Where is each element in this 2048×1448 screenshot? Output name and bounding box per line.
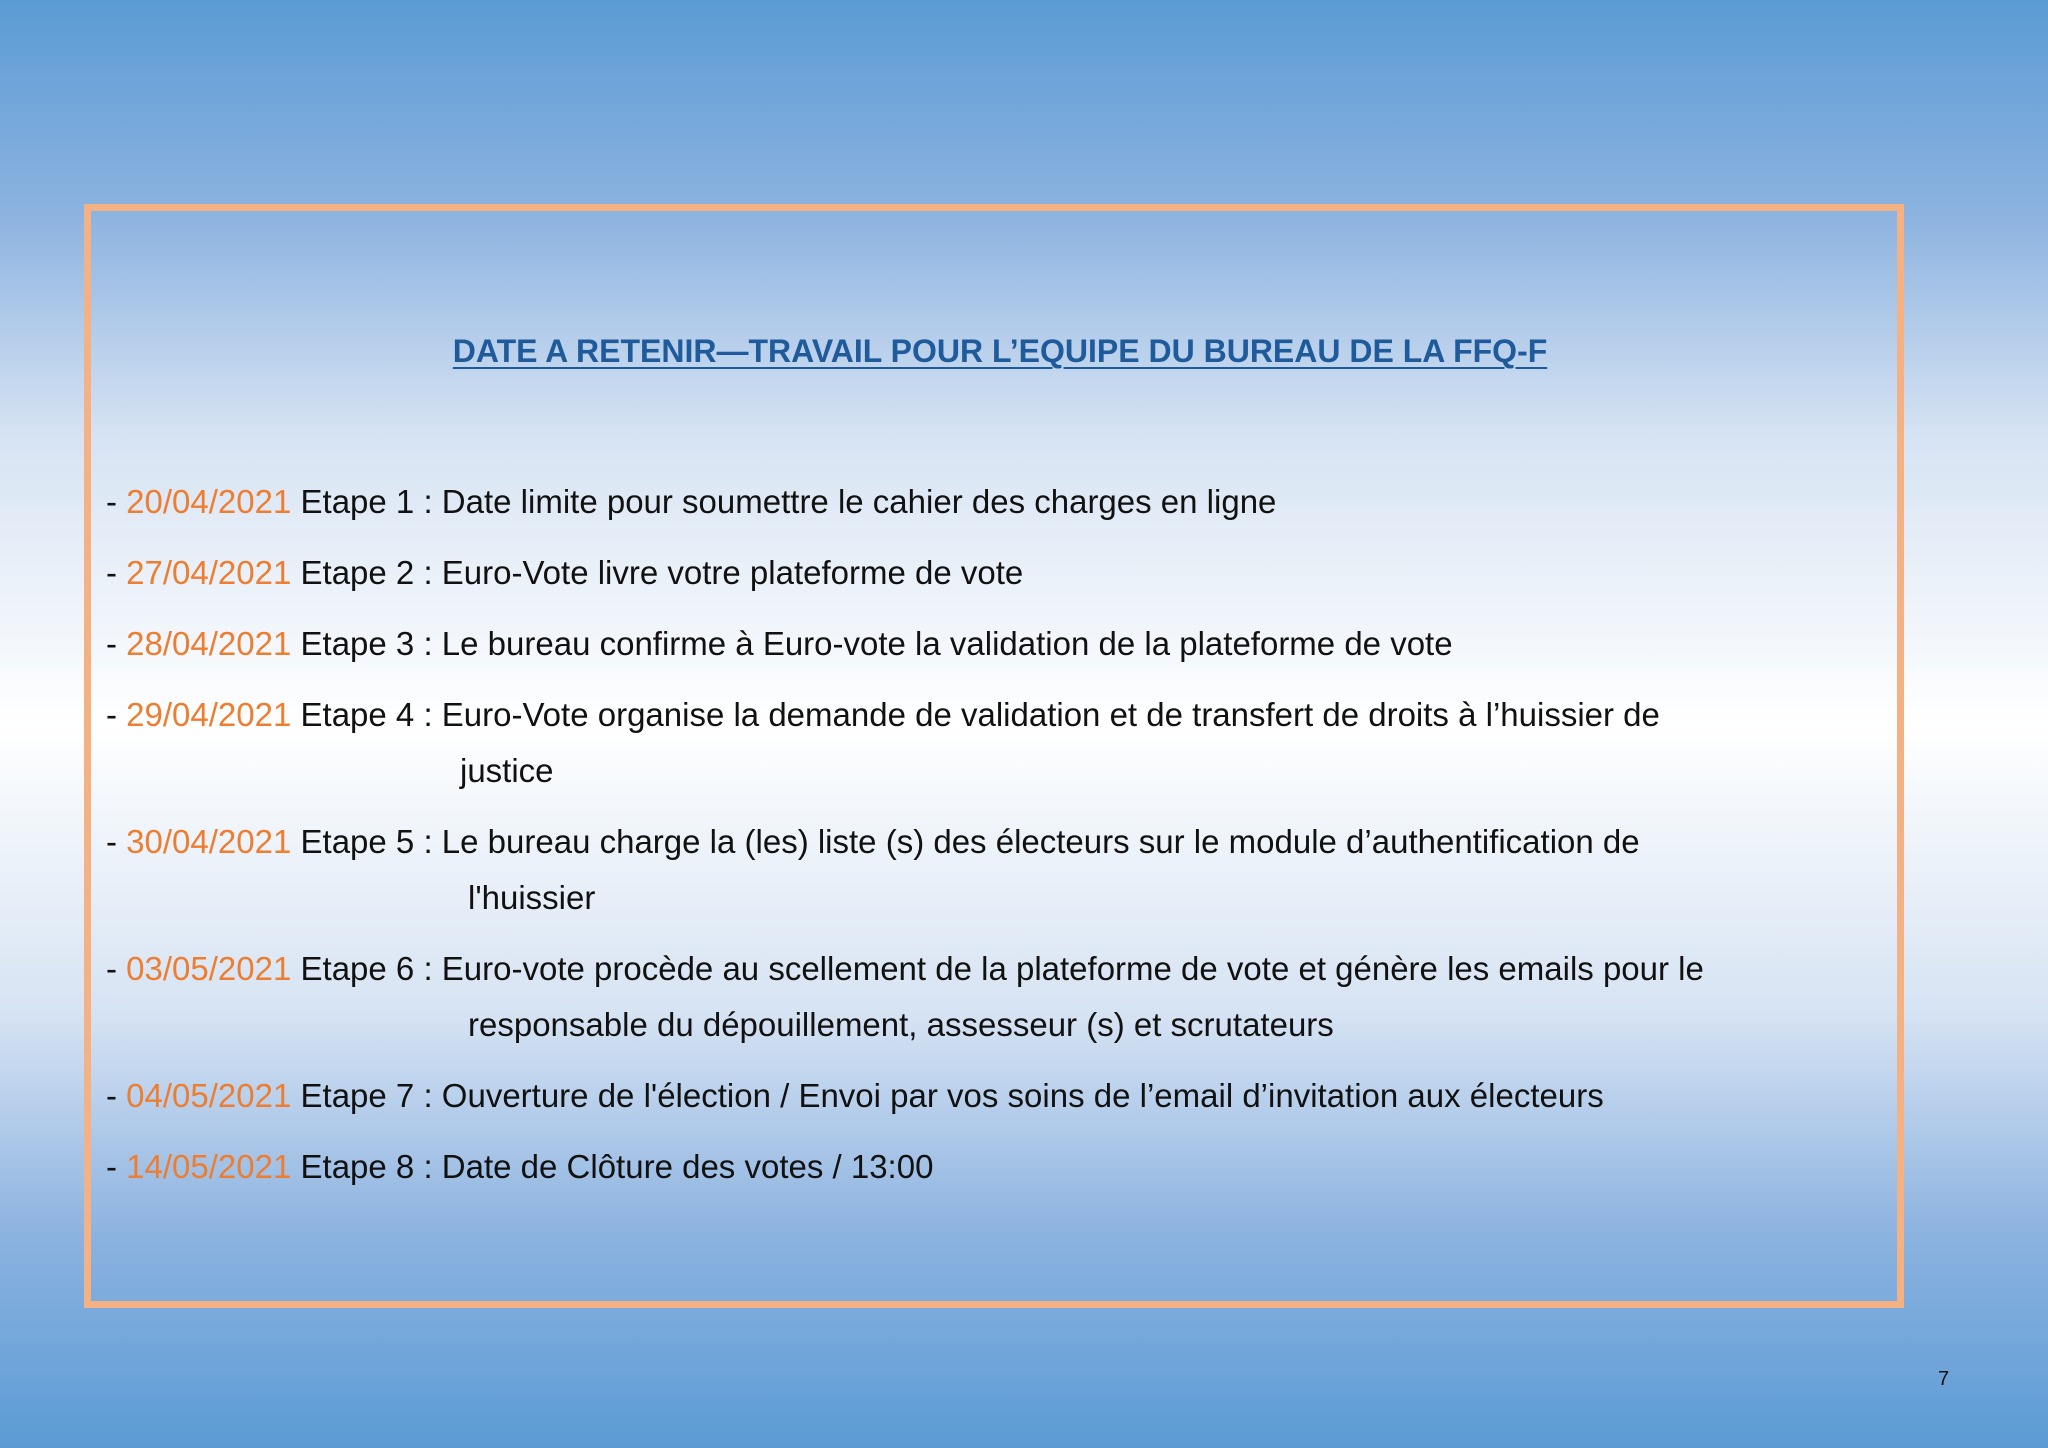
step-date: 29/04/2021 bbox=[126, 696, 292, 733]
step-item bbox=[106, 941, 1886, 1053]
step-text: Le bureau charge la (les) liste (s) des électeurs sur le module d’authentification de bbox=[441, 823, 1640, 860]
step-label: Etape 6 : bbox=[300, 950, 433, 987]
step-date: 04/05/2021 bbox=[126, 1077, 292, 1114]
step-text: Euro-vote procède au scellement de la plateforme de vote et génère les emails pour le bbox=[441, 950, 1704, 987]
step-date: 03/05/2021 bbox=[126, 950, 292, 987]
step-text: Euro-Vote organise la demande de validation et de transfert de droits à l’huissier de bbox=[441, 696, 1660, 733]
step-date: 14/05/2021 bbox=[126, 1148, 292, 1185]
step-item bbox=[106, 474, 1886, 530]
step-item bbox=[106, 814, 1886, 926]
step-label: Etape 4 : bbox=[300, 696, 433, 733]
step-bullet: - bbox=[106, 1148, 127, 1185]
step-text-continuation: justice bbox=[460, 752, 554, 789]
step-label: Etape 2 : bbox=[300, 554, 433, 591]
page-title-text: DATE A RETENIR—TRAVAIL POUR L’EQUIPE DU BUREAU DE LA FFQ-F bbox=[452, 333, 1548, 369]
step-item bbox=[106, 545, 1886, 601]
step-item bbox=[106, 1068, 1886, 1124]
step-date: 28/04/2021 bbox=[126, 625, 292, 662]
step-bullet: - bbox=[106, 823, 127, 860]
step-label: Etape 7 : bbox=[300, 1077, 433, 1114]
step-item bbox=[106, 616, 1886, 672]
step-text: Date limite pour soumettre le cahier des charges en ligne bbox=[441, 483, 1277, 520]
page-number: 7 bbox=[1938, 1368, 1950, 1390]
step-label: Etape 1 : bbox=[300, 483, 433, 520]
step-text: Ouverture de l'élection / Envoi par vos soins de l’email d’invitation aux électeurs bbox=[441, 1077, 1604, 1114]
step-text-continuation: responsable du dépouillement, assesseur (s) et scrutateurs bbox=[468, 1006, 1334, 1043]
step-text-continuation: l'huissier bbox=[468, 879, 596, 916]
step-bullet: - bbox=[106, 1077, 127, 1114]
step-label: Etape 5 : bbox=[300, 823, 433, 860]
step-text: Date de Clôture des votes / 13:00 bbox=[441, 1148, 934, 1185]
step-label: Etape 8 : bbox=[300, 1148, 433, 1185]
step-date: 30/04/2021 bbox=[126, 823, 292, 860]
page-title bbox=[0, 333, 2048, 370]
step-item bbox=[106, 687, 1886, 799]
step-bullet: - bbox=[106, 950, 127, 987]
step-bullet: - bbox=[106, 554, 127, 591]
step-text: Euro-Vote livre votre plateforme de vote bbox=[441, 554, 1024, 591]
step-bullet: - bbox=[106, 696, 127, 733]
step-label: Etape 3 : bbox=[300, 625, 433, 662]
steps-list bbox=[106, 474, 1886, 1210]
step-bullet: - bbox=[106, 625, 127, 662]
step-date: 20/04/2021 bbox=[126, 483, 292, 520]
step-text: Le bureau confirme à Euro-vote la validation de la plateforme de vote bbox=[441, 625, 1453, 662]
step-bullet: - bbox=[106, 483, 127, 520]
step-item bbox=[106, 1139, 1886, 1195]
step-date: 27/04/2021 bbox=[126, 554, 292, 591]
